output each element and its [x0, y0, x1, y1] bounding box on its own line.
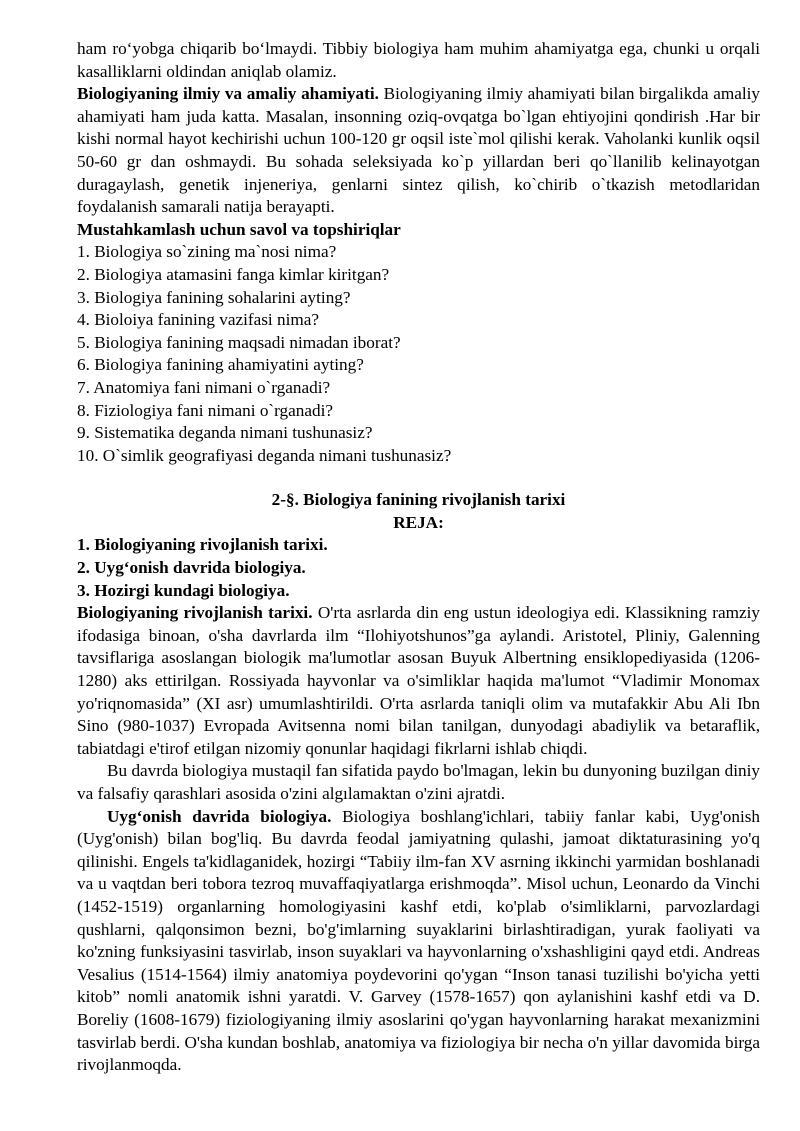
question-item: 8. Fiziologiya fani nimani o`rganadi? [77, 400, 333, 420]
paragraph-text: O'rta asrlarda din eng ustun ideologiya edi. Klassikning ramziy ifodasiga binoan, o'sha davrlarda ilm “Ilohiyotshunos”ga aylandi. Aristotel, Pliniy, Galenning tavsiflariga asoslangan biologik ma'lumotlar asosan Buyuk Albertning ensiklopediyasida (1206-1280) aks ettirilgan. Rossiyada hayvonlar va o'simliklar haqida ma'lumot “Vladimir Monomax yo'riqnomasida” (XI asr) umumlashtirildi. O'rta asrlarda taniqli olim va mutafakkir Abu Ali Ibn Sino (980-1037) Evropada Avitsenna nomi bilan tanilgan, dunyodagi abadiylik va betaraflik, tabiatdagi e'tirof etilgan nizomiy qonunlar haqidagi fikrlarni ishlab chiqdi. [77, 603, 760, 758]
question-item: 1. Biologiya so`zining ma`nosi nima? [77, 242, 337, 262]
spacer [77, 467, 760, 489]
paragraph-heading: Uyg‘onish davrida biologiya. [107, 806, 332, 826]
paragraph-renaissance [77, 806, 760, 1077]
question-item: 6. Biologiya fanining ahamiyatini ayting? [77, 355, 364, 375]
question-item: 2. Biologiya atamasini fanga kimlar kiritgan? [77, 264, 390, 284]
paragraph-text: Biologiya boshlang'ichlari, tabiiy fanlar kabi, Uyg'onish (Uyg'onish) bilan bog'liq. Bu davrda feodal jamiyatning qulashi, jamoat diktaturasining yo'q qilinishi. Engels ta'kidlaganidek, hozirgi “Tabiiy ilm-fan XV asrning ikkinchi yarmidan boshlanadi va u vaqtdan beri tobora tezroq muvaffaqiyatlarga erishmoqda”. Misol uchun, Leonardo da Vinchi (1452-1519) organlarning homologiyasini kashf etdi, ko'plab o'simliklarni, parvozlardagi qushlarni, qalqonsimon bezni, bo'g'imlarning suyaklarini birlashtiradigan, yurak faoliyati va ko'zning funksiyasini tasvirlab, inson suyaklari va hayvonlarning o'xshashligini qayd etdi. Andreas Vesalius (1514-1564) ilmiy anatomiya poydevorini qo'ygan “Inson tanasi tuzilishi bo'yicha yetti kitob” nomli anatomik ishni yaratdi. V. Garvey (1578-1657) qon aylanishini kashf etdi va D. Boreliy (1608-1679) fiziologiyaning ilmiy asoslarini qo'ygan hayvonlarning harakat mexanizmini tasvirlab berdi. O'sha kundan boshlab, anatomiya va fiziologiya bir necha o'n yillar davomida birga rivojlanmoqda. [77, 806, 760, 1075]
paragraph-heading: Biologiyaning rivojlanish tarixi. [77, 603, 313, 623]
paragraph-intro-end: ham ro‘yobga chiqarib bo‘lmaydi. Tibbiy biologiya ham muhim ahamiyatga ega, chunki u orqali kasalliklarni oldindan aniqlab olamiz. [77, 39, 760, 81]
plan-item: 1. Biologiyaning rivojlanish tarixi. [77, 535, 328, 555]
paragraph-history [77, 602, 760, 760]
document-page [77, 38, 760, 1077]
section-title: 2-§. Biologiya fanining rivojlanish tarixi [271, 490, 566, 510]
plan-title: REJA: [393, 512, 444, 532]
questions-title: Mustahkamlash uchun savol va topshiriqlar [77, 219, 401, 239]
question-item: 5. Biologiya fanining maqsadi nimadan iborat? [77, 332, 401, 352]
question-item: 4. Bioloiya fanining vazifasi nima? [77, 310, 319, 330]
paragraph-middle-ages: Bu davrda biologiya mustaqil fan sifatida paydo bo'lmagan, lekin bu dunyoning buzilgan diniy va falsafiy qarashlari asosida o'zini algılamaktan o'zini ajratdi. [77, 761, 760, 803]
plan-item: 2. Uyg‘onish davrida biologiya. [77, 558, 306, 578]
plan-item: 3. Hozirgi kundagi biologiya. [77, 580, 290, 600]
paragraph-heading: Biologiyaning ilmiy va amaliy ahamiyati. [77, 84, 379, 104]
question-item: 10. O`simlik geografiyasi deganda nimani tushunasiz? [77, 445, 452, 465]
paragraph-practical-significance [77, 83, 760, 219]
paragraph-text: Biologiyaning ilmiy ahamiyati bilan birgalikda amaliy ahamiyati ham juda katta. Masalan, insonning oziq-ovqatga bo`lgan ehtiyojini qondirish .Har bir kishi normal hayot kechirishi uchun 100-120 gr oqsil iste`mol qilishi kerak. Vaholanki kunlik oqsil 50-60 gr dan oshmaydi. Bu sohada seleksiyada ko`p yillardan beri qo`llanilib kelinayotgan duragaylash, genetik injeneriya, genlarni sintez qilish, ko`chirib o`tkazish metodlaridan foydalanish samarali natija berayapti. [77, 84, 760, 217]
question-item: 9. Sistematika deganda nimani tushunasiz? [77, 423, 373, 443]
question-item: 3. Biologiya fanining sohalarini ayting? [77, 287, 351, 307]
question-item: 7. Anatomiya fani nimani o`rganadi? [77, 377, 331, 397]
